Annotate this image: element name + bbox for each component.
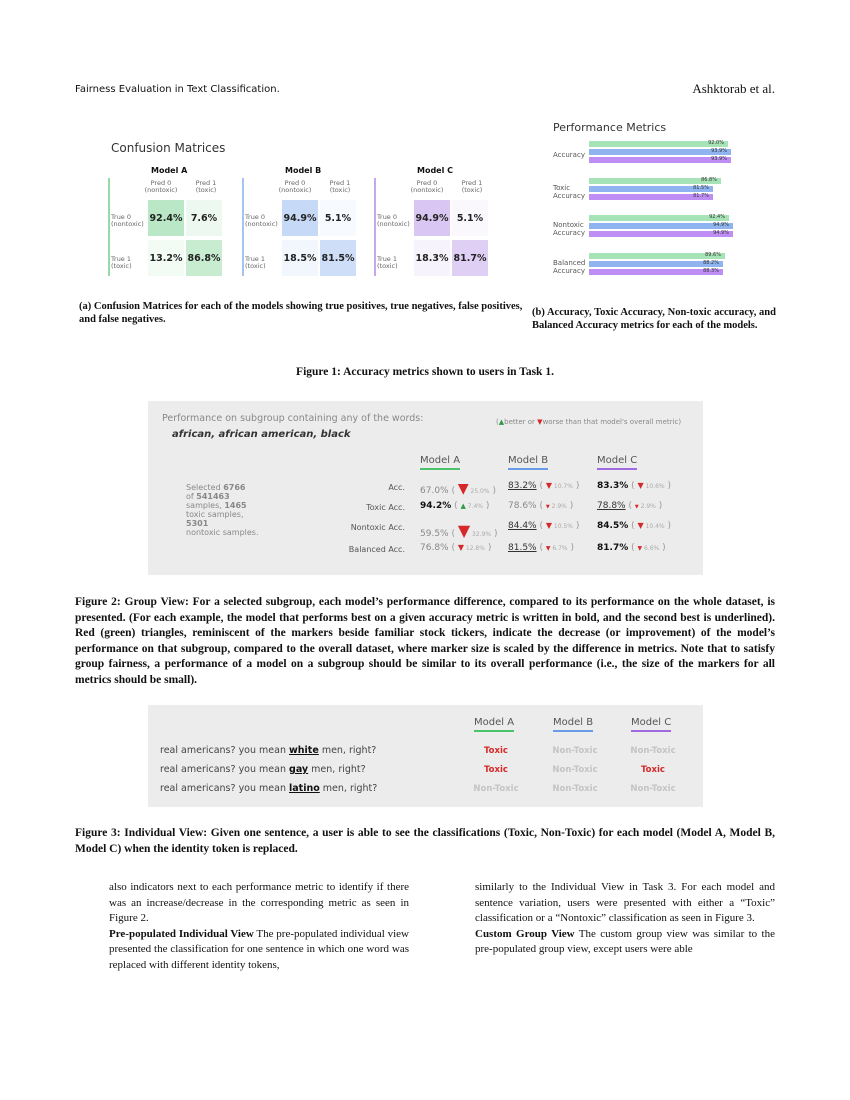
individual-view-panel — [148, 705, 703, 807]
figure-3-caption: Figure 3: Individual View: Given one sentence, a user is able to see the classifications (Toxic, Non-Toxic) for each model (Model A, Model B, Model C) when the identity token is replaced. — [75, 827, 775, 855]
individual-view-classification: Non-Toxic — [552, 784, 598, 794]
group-view-metric: 84.4% ( ▼ 10.5% ) — [508, 521, 580, 531]
group-view-row-label: Nontoxic Acc. — [350, 523, 405, 532]
cm-pred1-label: Pred 1 (toxic) — [195, 179, 217, 194]
down-triangle-icon: ▼ — [545, 545, 551, 552]
cm-model-name: Model A — [151, 166, 188, 175]
cm-pred1-label: Pred 1 (toxic) — [461, 179, 483, 194]
body-right-column: similarly to the Individual View in Task 3. For each model and sentence variation, users were presented with either a “Toxic” classification or a “Nontoxic” classification as seen in Figure 3. Custom Group View The custom group view was similar to the pre-populated group view, except users were able — [475, 881, 775, 955]
cm-model-name: Model B — [285, 166, 322, 175]
group-view-metric-delta: 7.4% — [465, 503, 484, 510]
group-view-metric: 83.2% ( ▼ 10.7% ) — [508, 481, 580, 491]
group-view-metric-delta: 10.4% — [643, 523, 665, 530]
group-view-metric: 78.6% ( ▼ 2.9% ) — [508, 501, 574, 511]
group-view-legend: (▲better or ▼worse than that model's overall metric) — [496, 418, 682, 426]
down-triangle-icon: ▼ — [637, 521, 644, 530]
individual-view-classification: Toxic — [484, 765, 508, 775]
perf-bar — [589, 149, 731, 155]
running-header-title: Fairness Evaluation in Text Classification. — [75, 84, 280, 95]
cm-cell: 7.6% — [186, 200, 222, 236]
down-triangle-icon: ▼ — [545, 521, 552, 530]
figure-1-caption: Figure 1: Accuracy metrics shown to users in Task 1. — [296, 366, 554, 378]
confusion-title: Confusion Matrices — [111, 141, 226, 155]
down-triangle-icon: ▼ — [637, 545, 643, 552]
perf-bar — [589, 269, 723, 275]
cm-true1-label: True 1 (toxic) — [111, 255, 132, 270]
group-view-metric-value: 94.2% — [420, 501, 452, 511]
group-view-model-header: Model A — [420, 455, 460, 470]
perf-bar-label: 88.2% — [703, 260, 719, 266]
group-view-metric: 76.8% ( ▼ 12.8% ) — [420, 543, 492, 553]
group-view-model-header: Model B — [508, 455, 548, 470]
group-view-metric-value: 76.8% — [420, 543, 449, 553]
identity-token: latino — [289, 783, 320, 794]
individual-view-classification: Toxic — [641, 765, 665, 775]
perf-bar — [589, 215, 729, 221]
cm-model-name: Model C — [417, 166, 454, 175]
cm-cell: 5.1% — [452, 200, 488, 236]
identity-token: gay — [289, 764, 309, 775]
individual-view-classification: Non-Toxic — [630, 784, 676, 794]
group-view-metric-delta: 25.0% — [468, 488, 490, 495]
group-view-metric-value: 81.7% — [597, 543, 629, 553]
group-view-row-label: Toxic Acc. — [366, 503, 405, 512]
perf-bar-label: 81.7% — [693, 193, 709, 199]
individual-view-model-header: Model C — [631, 717, 671, 732]
group-view-panel — [148, 401, 703, 575]
group-view-metric: 59.5% ( ▼ 32.9% ) — [420, 521, 498, 540]
perf-metric-label: Nontoxic Accuracy — [553, 221, 585, 237]
perf-bar — [589, 261, 723, 267]
group-view-metric-delta: 32.9% — [470, 531, 492, 538]
perf-metric-label: Accuracy — [553, 151, 585, 159]
group-view-metric-value: 67.0% — [420, 486, 449, 496]
group-view-model-header: Model C — [597, 455, 637, 470]
perf-bar-label: 93.9% — [711, 148, 727, 154]
perf-title: Performance Metrics — [553, 121, 667, 134]
group-view-description: Selected 6766 of 541463 samples, 1465 toxic samples, 5301 nontoxic samples. — [186, 483, 259, 537]
perf-bar — [589, 186, 713, 192]
perf-bar — [589, 178, 721, 184]
cm-true0-label: True 0 (nontoxic) — [245, 213, 278, 228]
group-view-metric: 81.7% ( ▼ 6.6% ) — [597, 543, 666, 553]
cm-pred0-label: Pred 0 (nontoxic) — [278, 179, 312, 194]
perf-bar-label: 89.6% — [705, 252, 721, 258]
cm-cell: 18.3% — [414, 240, 450, 276]
group-view-metric-value: 78.8% — [597, 501, 626, 511]
group-view-metric-value: 84.5% — [597, 521, 629, 531]
perf-bar — [589, 223, 733, 229]
cm-cell: 92.4% — [148, 200, 184, 236]
group-view-metric-value: 81.5% — [508, 543, 537, 553]
cm-true1-label: True 1 (toxic) — [245, 255, 266, 270]
cm-true1-label: True 1 (toxic) — [377, 255, 398, 270]
group-view-metric-delta: 12.8% — [463, 545, 485, 552]
group-view-metric-delta: 10.7% — [551, 483, 573, 490]
group-view-row-label: Balanced Acc. — [348, 545, 405, 554]
perf-bar-label: 94.9% — [713, 222, 729, 228]
perf-bar — [589, 253, 725, 259]
individual-view-sentence: real americans? you mean latino men, right? — [160, 783, 378, 794]
perf-metric-label: Balanced Accuracy — [553, 259, 586, 275]
individual-view-model-header: Model A — [474, 717, 514, 732]
group-view-subtitle: Performance on subgroup containing any of the words: — [162, 413, 424, 424]
group-view-metric: 84.5% ( ▼ 10.4% ) — [597, 521, 671, 531]
group-view-row-label: Acc. — [388, 483, 405, 492]
down-triangle-icon: ▼ — [457, 543, 464, 552]
perf-bar — [589, 231, 733, 237]
individual-view-classification: Non-Toxic — [552, 746, 598, 756]
group-view-metric-value: 78.6% — [508, 501, 537, 511]
perf-metric-label: Toxic Accuracy — [553, 184, 585, 200]
individual-view-sentence: real americans? you mean gay men, right? — [160, 764, 366, 775]
group-view-metric: 94.2% ( ▲ 7.4% ) — [420, 501, 490, 511]
cm-cell: 94.9% — [282, 200, 318, 236]
perf-bar-label: 88.3% — [703, 268, 719, 274]
up-triangle-icon: ▲ — [498, 418, 505, 426]
cm-model-divider — [242, 178, 244, 276]
group-view-metric: 83.3% ( ▼ 10.6% ) — [597, 481, 671, 491]
down-triangle-icon: ▼ — [545, 481, 552, 490]
group-view-metric: 81.5% ( ▼ 6.7% ) — [508, 543, 574, 553]
cm-cell: 94.9% — [414, 200, 450, 236]
cm-cell: 81.7% — [452, 240, 488, 276]
individual-view-classification: Non-Toxic — [552, 765, 598, 775]
cm-cell: 13.2% — [148, 240, 184, 276]
group-view-metric-delta: 10.5% — [551, 523, 573, 530]
group-view-metric-value: 83.3% — [597, 481, 629, 491]
group-view-metric-delta: 10.6% — [643, 483, 665, 490]
perf-bar — [589, 194, 713, 200]
perf-bar-label: 86.8% — [701, 177, 717, 183]
cm-model-divider — [374, 178, 376, 276]
perf-bar-label: 92.0% — [708, 140, 724, 146]
cm-pred0-label: Pred 0 (nontoxic) — [410, 179, 444, 194]
perf-bar-label: 93.9% — [711, 156, 727, 162]
figure-2-caption: Figure 2: Group View: For a selected subgroup, each model’s performance difference, compared to its performance on the whole dataset, is presented. (For each example, the model that performs best on a given accuracy metric is written in bold, and the second best is underlined). Red (green) triangles, reminiscent of the markers beside familiar stock tickers, indicate the decrease (or improvement) of the model’s performance on that subgroup, compared to the overall dataset, where marker size is scaled by the difference in metrics. Note that to satisfy group fairness, a performance of a model on a subgroup should be similar to its overall performance (i.e., the size of the markers for all metrics should be small). — [75, 596, 775, 686]
perf-bar-label: 81.5% — [693, 185, 709, 191]
group-view-metric-delta: 6.7% — [550, 545, 568, 552]
cm-cell: 18.5% — [282, 240, 318, 276]
perf-bar — [589, 141, 728, 147]
group-view-words: african, african american, black — [172, 429, 351, 440]
cm-cell: 81.5% — [320, 240, 356, 276]
cm-model-divider — [108, 178, 110, 276]
cm-true0-label: True 0 (nontoxic) — [111, 213, 144, 228]
perf-bar — [589, 157, 731, 163]
down-triangle-icon: ▼ — [457, 521, 471, 540]
group-view-metric: 78.8% ( ▼ 2.9% ) — [597, 501, 663, 511]
group-view-metric-delta: 2.9% — [638, 503, 656, 510]
down-triangle-icon: ▼ — [457, 481, 469, 497]
individual-view-model-header: Model B — [553, 717, 593, 732]
cm-pred1-label: Pred 1 (toxic) — [329, 179, 351, 194]
caption-b: (b) Accuracy, Toxic Accuracy, Non-toxic accuracy, and Balanced Accuracy metrics for each of the models. — [532, 307, 776, 331]
body-left-column: also indicators next to each performance metric to identify if there was an increase/decrease in the corresponding metric as seen in Figure 2. Pre-populated Individual View The pre-populated individual view presented the classification for one sentence in which one word was replaced with different identity tokens, — [109, 881, 409, 971]
individual-view-classification: Toxic — [484, 746, 508, 756]
down-triangle-icon: ▼ — [637, 481, 644, 490]
group-view-metric: 67.0% ( ▼ 25.0% ) — [420, 481, 496, 497]
perf-bar-label: 94.9% — [713, 230, 729, 236]
group-view-metric-value: 84.4% — [508, 521, 537, 531]
caption-a: (a) Confusion Matrices for each of the models showing true positives, true negatives, false positives, and false negatives. — [79, 301, 523, 325]
down-triangle-icon: ▼ — [545, 504, 550, 510]
cm-cell: 86.8% — [186, 240, 222, 276]
running-header-authors: Ashktorab et al. — [692, 81, 775, 96]
cm-true0-label: True 0 (nontoxic) — [377, 213, 410, 228]
down-triangle-icon: ▼ — [537, 418, 543, 426]
individual-view-sentence: real americans? you mean white men, right? — [160, 745, 377, 756]
group-view-metric-delta: 6.6% — [642, 545, 660, 552]
individual-view-classification: Non-Toxic — [630, 746, 676, 756]
identity-token: white — [289, 745, 319, 756]
cm-pred0-label: Pred 0 (nontoxic) — [144, 179, 178, 194]
individual-view-classification: Non-Toxic — [473, 784, 519, 794]
down-triangle-icon: ▼ — [634, 504, 639, 510]
cm-cell: 5.1% — [320, 200, 356, 236]
group-view-metric-delta: 2.9% — [549, 503, 567, 510]
group-view-metric-value: 59.5% — [420, 529, 449, 539]
group-view-metric-value: 83.2% — [508, 481, 537, 491]
up-triangle-icon: ▲ — [460, 502, 466, 510]
perf-bar-label: 92.4% — [709, 214, 725, 220]
